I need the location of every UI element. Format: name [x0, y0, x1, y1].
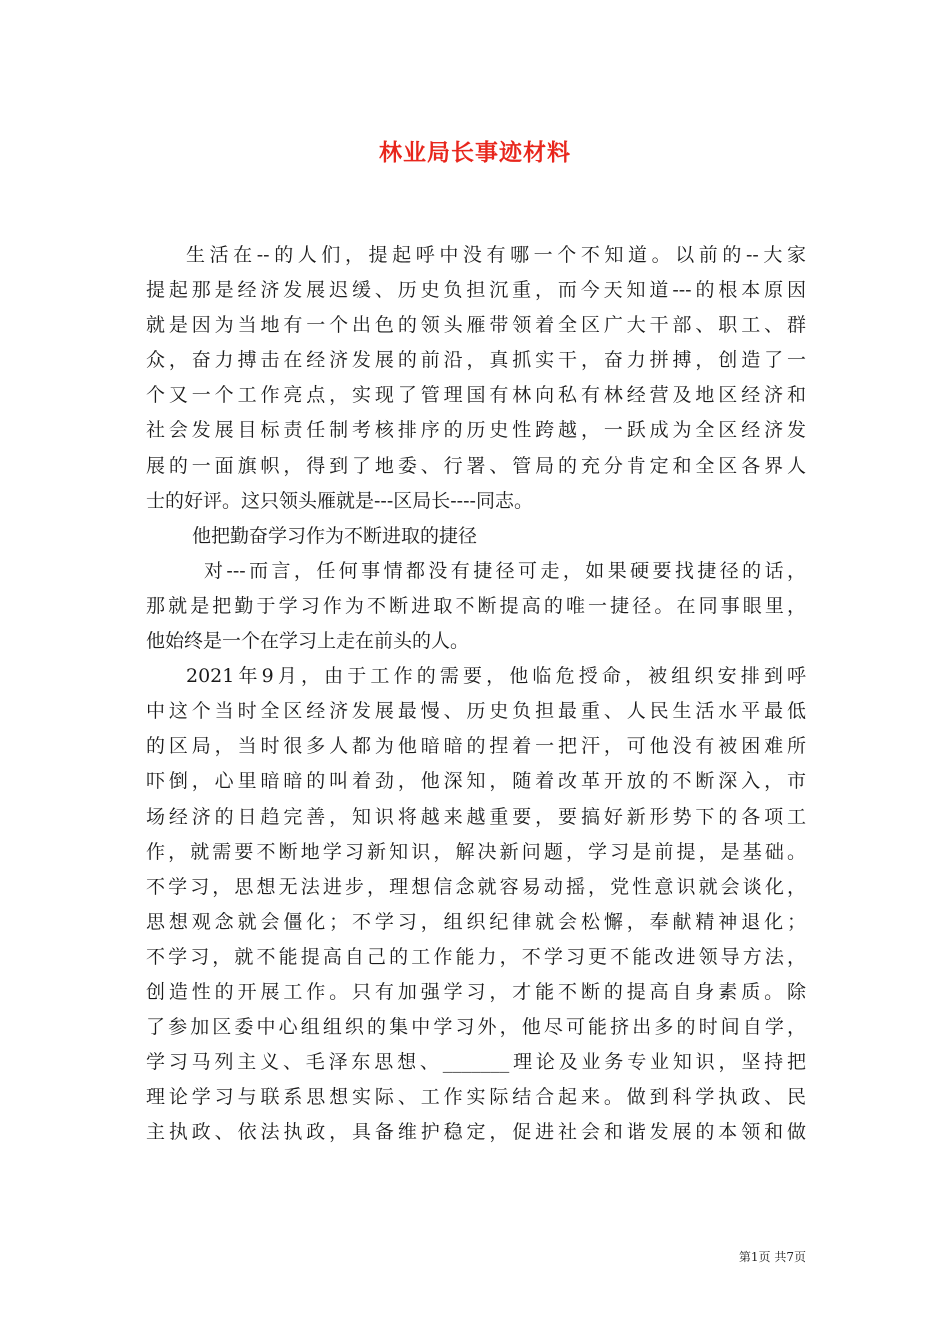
paragraph-line: 2021年9月，由于工作的需要，他临危授命，被组织安排到呼	[186, 665, 806, 688]
paragraph-line: 他始终是一个在学习上走在前头的人。	[146, 630, 470, 653]
paragraph-line: 众，奋力搏击在经济发展的前沿，真抓实干，奋力拼搏，创造了一	[146, 349, 806, 372]
document-body	[146, 238, 806, 1150]
paragraph-line: 提起那是经济发展迟缓、历史负担沉重，而今天知道---的根本原因	[146, 279, 806, 302]
paragraph-line: 了参加区委中心组组织的集中学习外，他尽可能挤出多的时间自学，	[146, 1016, 806, 1039]
paragraph-line: 的区局，当时很多人都为他暗暗的捏着一把汗，可他没有被困难所	[146, 735, 806, 758]
document-title: 林业局长事迹材料	[379, 139, 571, 166]
page-number: 第1页 共7页	[738, 1250, 806, 1264]
paragraph-line: 作，就需要不断地学习新知识，解决新问题，学习是前提，是基础。	[146, 840, 806, 863]
paragraph-line: 就是因为当地有一个出色的领头雁带领着全区广大干部、职工、群	[146, 314, 806, 337]
paragraph-line: 吓倒，心里暗暗的叫着劲，他深知，随着改革开放的不断深入，市	[146, 770, 806, 793]
paragraph-line: 场经济的日趋完善，知识将越来越重要，要搞好新形势下的各项工	[146, 805, 806, 828]
section-heading: 他把勤奋学习作为不断进取的捷径	[192, 524, 478, 547]
paragraph-line: 创造性的开展工作。只有加强学习，才能不断的提高自身素质。除	[146, 980, 806, 1003]
paragraph-line: 士的好评。这只领头雁就是---区局长----同志。	[146, 489, 533, 512]
paragraph-line: 生活在--的人们，提起呼中没有哪一个不知道。以前的--大家	[186, 244, 806, 266]
paragraph-line: 对---而言，任何事情都没有捷径可走，如果硬要找捷径的话，	[204, 559, 806, 582]
paragraph-line: 思想观念就会僵化；不学习，组织纪律就会松懈，奉献精神退化；	[146, 910, 806, 933]
paragraph-line: 社会发展目标责任制考核排序的历史性跨越，一跃成为全区经济发	[146, 419, 806, 442]
paragraph-line: 不学习，思想无法进步，理想信念就容易动摇，党性意识就会谈化，	[146, 875, 806, 898]
paragraph-line: 那就是把勤于学习作为不断进取不断提高的唯一捷径。在同事眼里，	[146, 594, 806, 617]
paragraph-line: 学习马列主义、毛泽东思想、_______理论及业务专业知识，坚持把	[146, 1051, 806, 1074]
paragraph-line: 展的一面旗帜，得到了地委、行署、管局的充分肯定和全区各界人	[146, 454, 806, 477]
paragraph-line: 个又一个工作亮点，实现了管理国有林向私有林经营及地区经济和	[146, 384, 806, 407]
paragraph-line: 理论学习与联系思想实际、工作实际结合起来。做到科学执政、民	[146, 1086, 806, 1109]
paragraph-line: 主执政、依法执政，具备维护稳定，促进社会和谐发展的本领和做	[146, 1121, 806, 1144]
paragraph-line: 中这个当时全区经济发展最慢、历史负担最重、人民生活水平最低	[146, 700, 806, 723]
paragraph-line: 不学习，就不能提高自己的工作能力，不学习更不能改进领导方法，	[146, 945, 806, 968]
